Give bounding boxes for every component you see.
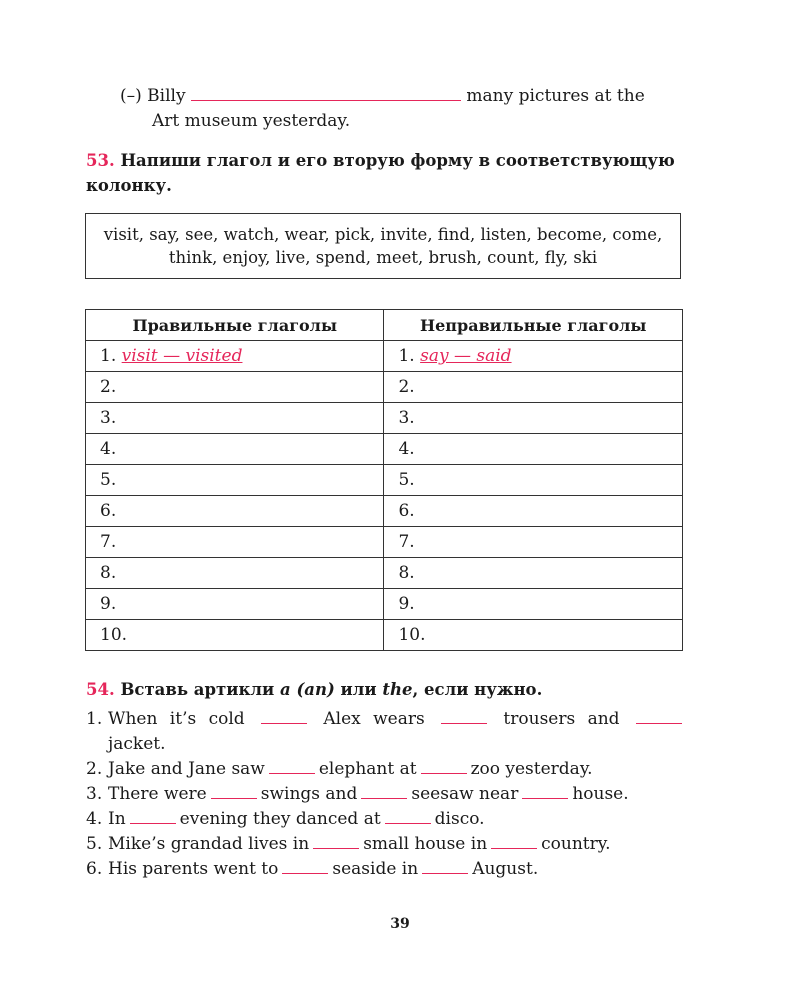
- irregular-verb-cell[interactable]: [384, 465, 683, 496]
- regular-verb-cell[interactable]: [86, 403, 384, 434]
- article-the: the: [382, 680, 413, 699]
- item-number: 3.: [86, 784, 103, 804]
- prev-sentence-line1: [120, 86, 645, 106]
- table-row: [86, 465, 683, 496]
- row-number: 1.: [100, 346, 117, 366]
- sentence-text: small house in: [363, 834, 488, 854]
- sentence-text: trousers: [503, 709, 576, 729]
- article-blank[interactable]: [522, 782, 568, 799]
- exercise-54-list: [86, 707, 686, 882]
- article-blank[interactable]: [313, 832, 359, 849]
- article-blank[interactable]: [282, 857, 328, 874]
- irregular-verb-cell[interactable]: [384, 496, 683, 527]
- irregular-verb-cell[interactable]: [384, 434, 683, 465]
- sentence-text: There were: [108, 784, 207, 804]
- table-row: [86, 589, 683, 620]
- list-item: [86, 757, 686, 782]
- regular-verb-cell[interactable]: [86, 527, 384, 558]
- sentence-text: seesaw near: [411, 784, 519, 804]
- sentence-text: His parents went to: [108, 859, 279, 879]
- article-blank[interactable]: [636, 707, 682, 724]
- article-blank[interactable]: [441, 707, 487, 724]
- regular-verb-cell[interactable]: [86, 496, 384, 527]
- item-number: 2.: [86, 759, 103, 779]
- answer-text: visit — visited: [121, 346, 243, 366]
- exercise-53-heading: [86, 148, 686, 198]
- sentence-text: and: [587, 709, 620, 729]
- article-blank[interactable]: [385, 807, 431, 824]
- regular-verb-cell[interactable]: [86, 620, 384, 651]
- table-header-row: [86, 310, 683, 341]
- regular-verb-cell[interactable]: [86, 341, 384, 372]
- list-item: [86, 782, 686, 807]
- sentence-text: country.: [541, 834, 611, 854]
- prev-prefix: (–) Billy: [120, 86, 186, 106]
- item-number: 1.: [86, 709, 103, 729]
- item-number: 5.: [86, 834, 103, 854]
- table-row: [86, 341, 683, 372]
- row-number: 7.: [100, 532, 117, 552]
- verb-table: [85, 309, 683, 651]
- sentence-text: In: [108, 809, 126, 829]
- row-number: 4.: [100, 439, 117, 459]
- prev-suffix: many pictures at the: [466, 86, 645, 106]
- row-number: 10.: [100, 625, 128, 645]
- regular-verb-cell[interactable]: [86, 465, 384, 496]
- item-number: 6.: [86, 859, 103, 879]
- irregular-verb-cell[interactable]: [384, 341, 683, 372]
- sentence-text: seaside in: [332, 859, 419, 879]
- table-row: [86, 496, 683, 527]
- sentence-text: jacket.: [108, 734, 166, 754]
- irregular-verb-cell[interactable]: [384, 620, 683, 651]
- table-row: [86, 620, 683, 651]
- sentence-text: When: [108, 709, 158, 729]
- list-item-continuation: [86, 732, 686, 757]
- regular-verb-cell[interactable]: [86, 372, 384, 403]
- row-number: 2.: [100, 377, 117, 397]
- table-row: [86, 434, 683, 465]
- sentence-text: evening they danced at: [179, 809, 381, 829]
- table-row: [86, 558, 683, 589]
- irregular-verb-cell[interactable]: [384, 558, 683, 589]
- header-regular-verbs: Правильные глаголы: [86, 310, 384, 341]
- row-number: 8.: [398, 563, 415, 583]
- irregular-verb-cell[interactable]: [384, 527, 683, 558]
- list-item: [86, 832, 686, 857]
- irregular-verb-cell[interactable]: [384, 403, 683, 434]
- answer-text: say — said: [420, 346, 512, 366]
- sentence-text: wears: [373, 709, 425, 729]
- exercise-number: 54.: [86, 680, 115, 699]
- sentence-text: house.: [572, 784, 629, 804]
- article-blank[interactable]: [491, 832, 537, 849]
- article-blank[interactable]: [421, 757, 467, 774]
- sentence-text: Alex: [323, 709, 361, 729]
- row-number: 9.: [100, 594, 117, 614]
- row-number: 9.: [398, 594, 415, 614]
- article-blank[interactable]: [211, 782, 257, 799]
- regular-verb-cell[interactable]: [86, 558, 384, 589]
- row-number: 1.: [398, 346, 415, 366]
- exercise-number: 53.: [86, 151, 115, 170]
- row-number: 4.: [398, 439, 415, 459]
- word-box: visit, say, see, watch, wear, pick, invite, find, listen, become, come, think, enjoy, live, spend, meet, brush, count, fly, ski: [85, 213, 681, 279]
- sentence-text: Mike’s grandad lives in: [108, 834, 310, 854]
- instruction-part: или: [340, 680, 377, 699]
- answer-blank[interactable]: [191, 86, 461, 101]
- row-number: 8.: [100, 563, 117, 583]
- prev-sentence-line2: Art museum yesterday.: [152, 111, 351, 131]
- regular-verb-cell[interactable]: [86, 434, 384, 465]
- exercise-instruction: Напиши глагол и его вторую форму в соответствующую колонку.: [86, 151, 675, 195]
- row-number: 6.: [100, 501, 117, 521]
- table-row: [86, 372, 683, 403]
- article-blank[interactable]: [422, 857, 468, 874]
- table-row: [86, 527, 683, 558]
- row-number: 5.: [100, 470, 117, 490]
- article-blank[interactable]: [130, 807, 176, 824]
- irregular-verb-cell[interactable]: [384, 589, 683, 620]
- sentence-text: Jake and Jane saw: [108, 759, 265, 779]
- sentence-text: it’s: [169, 709, 197, 729]
- sentence-text: elephant at: [318, 759, 417, 779]
- article-blank[interactable]: [261, 707, 307, 724]
- row-number: 3.: [100, 408, 117, 428]
- sentence-text: cold: [208, 709, 245, 729]
- table-row: [86, 403, 683, 434]
- irregular-verb-cell[interactable]: [384, 372, 683, 403]
- article-an: (an): [296, 680, 335, 699]
- article-blank[interactable]: [361, 782, 407, 799]
- row-number: 2.: [398, 377, 415, 397]
- list-item: [86, 857, 686, 882]
- header-irregular-verbs: Неправильные глаголы: [384, 310, 683, 341]
- row-number: 7.: [398, 532, 415, 552]
- article-blank[interactable]: [269, 757, 315, 774]
- item-number: 4.: [86, 809, 103, 829]
- sentence-text: swings and: [260, 784, 358, 804]
- page-number: 39: [390, 916, 410, 932]
- regular-verb-cell[interactable]: [86, 589, 384, 620]
- row-number: 5.: [398, 470, 415, 490]
- row-number: 3.: [398, 408, 415, 428]
- row-number: 6.: [398, 501, 415, 521]
- article-a: a: [280, 680, 291, 699]
- sentence-text: disco.: [434, 809, 485, 829]
- sentence-text: August.: [472, 859, 539, 879]
- instruction-part: , если нужно.: [412, 680, 543, 699]
- row-number: 10.: [398, 625, 426, 645]
- list-item: [86, 807, 686, 832]
- sentence-text: zoo yesterday.: [470, 759, 593, 779]
- exercise-54-heading: [86, 680, 542, 699]
- list-item: [86, 707, 686, 732]
- instruction-part: Вставь артикли: [120, 680, 275, 699]
